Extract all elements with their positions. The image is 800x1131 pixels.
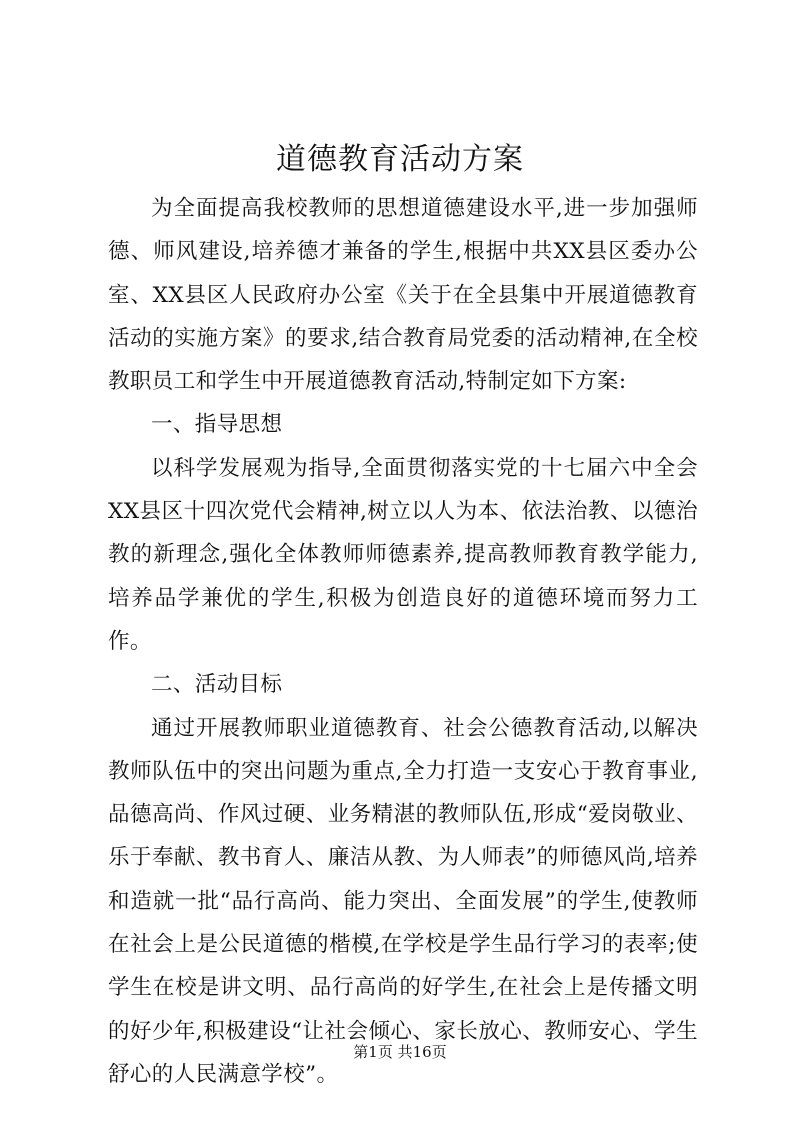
document-title: 道德教育活动方案 <box>276 142 524 177</box>
activity-goals-paragraph: 通过开展教师职业道德教育、社会公德教育活动,以解决教师队伍中的突出问题为重点,全力打造一支安心于教育事业,品德高尚、作风过硬、业务精湛的教师队伍,形成“爱岗敬业、乐于奉献、教书育人、廉洁从教、为人师表”的师德风尚,培养和造就一批“品行高尚、能力突出、全面发展”的学生,使教师在社会上是公民道德的楷模,在学校是学生品行学习的表率;使学生在校是讲文明、品行高尚的好学生,在社会上是传播文明的好少年,积极建设“让社会倾心、家长放心、教师安心、学生舒心的人民满意学校”。 <box>108 715 698 1087</box>
section-heading-activity-goals: 二、活动目标 <box>151 672 283 698</box>
section-heading-guiding-ideology: 一、指导思想 <box>151 412 283 438</box>
guiding-ideology-paragraph: 以科学发展观为指导,全面贯彻落实党的十七届六中全会XX县区十四次党代会精神,树立以人为本、依法治教、以德治教的新理念,强化全体教师师德素养,提高教师教育教学能力,培养品学兼优的学生,积极为创造良好的道德环境而努力工作。 <box>108 455 698 654</box>
intro-paragraph: 为全面提高我校教师的思想道德建设水平,进一步加强师德、师风建设,培养德才兼备的学生,根据中共XX县区委办公室、XX县区人民政府办公室《关于在全县集中开展道德教育活动的实施方案》的要求,结合教育局党委的活动精神,在全校教职员工和学生中开展道德教育活动,特制定如下方案: <box>108 196 698 395</box>
page-footer: 第1页 共16页 <box>353 1043 447 1061</box>
document-body <box>108 187 698 1096</box>
